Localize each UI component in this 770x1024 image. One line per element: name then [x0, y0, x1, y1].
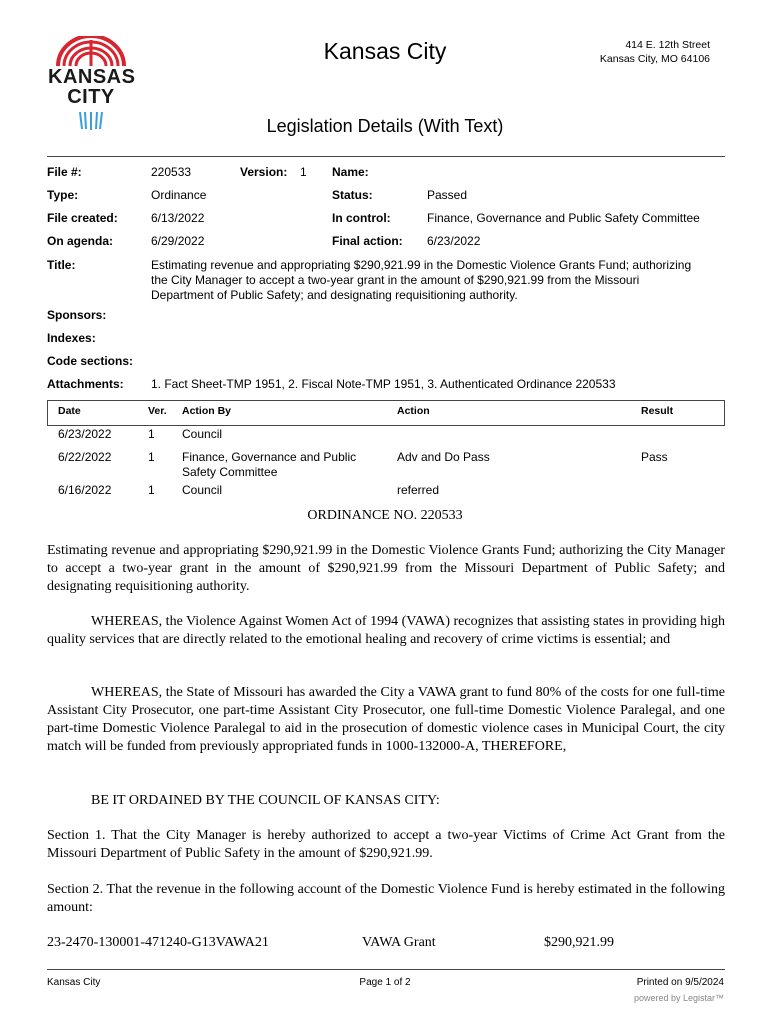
ordained-clause: BE IT ORDAINED BY THE COUNCIL OF KANSAS CITY: — [91, 793, 440, 808]
indexes-label: Indexes: — [47, 331, 96, 345]
version-value: 1 — [300, 165, 307, 179]
attachments-label: Attachments: — [47, 377, 124, 391]
name-label: Name: — [332, 165, 369, 179]
ordinance-heading: ORDINANCE NO. 220533 — [307, 508, 463, 523]
history-ver: 1 — [148, 483, 155, 497]
account-number: 23-2470-130001-471240-G13VAWA21 — [47, 935, 269, 950]
logo-wordmark-city: CITY — [67, 86, 115, 108]
footer-city: Kansas City — [47, 977, 101, 988]
history-action: referred — [397, 483, 440, 497]
history-action-by-line: Safety Committee — [182, 465, 278, 479]
page-heading: Legislation Details (With Text) — [266, 116, 504, 136]
account-amount: $290,921.99 — [544, 935, 614, 950]
final-action-value: 6/23/2022 — [427, 234, 481, 248]
title-label: Title: — [47, 258, 76, 272]
title-value — [151, 258, 725, 303]
history-result: Pass — [641, 450, 668, 464]
on-agenda-label: On agenda: — [47, 234, 114, 248]
history-ver: 1 — [148, 427, 155, 441]
on-agenda-value: 6/29/2022 — [151, 234, 205, 248]
history-header-date: Date — [58, 405, 81, 417]
file-created-label: File created: — [47, 211, 118, 225]
history-date: 6/16/2022 — [58, 483, 112, 497]
final-action-label: Final action: — [332, 234, 403, 248]
account-name: VAWA Grant — [362, 935, 436, 950]
history-header-action: Action — [397, 405, 430, 417]
section-2: Section 2. That the revenue in the following account of the Domestic Violence Fund is hereby estimated in the following amount: — [47, 882, 725, 915]
whereas-paragraph-1: WHEREAS, the Violence Against Women Act of 1994 (VAWA) recognizes that assisting states in providing high quality services that are directly related to the emotional healing and recovery of crime victims is essential; and — [47, 614, 725, 647]
file-number-label: File #: — [47, 165, 82, 179]
history-header-action-by: Action By — [182, 405, 232, 417]
history-date: 6/22/2022 — [58, 450, 112, 464]
history-action-by-line: Finance, Governance and Public — [182, 450, 357, 464]
history-header-ver: Ver. — [148, 405, 167, 417]
history-ver: 1 — [148, 450, 155, 464]
whereas-paragraph-2: WHEREAS, the State of Missouri has awarded the City a VAWA grant to fund 80% of the costs for one full-time Assistant City Prosecutor, one part-time Assistant City Prosecutor, one full-time Domestic Violence Paralegal, and one part-time Domestic Violence Paralegal to aid in the prosecution of domestic violence cases in Municipal Court, the city match will be funded from previously appropriated funds in 1000-132000-A, THEREFORE, — [47, 685, 725, 754]
city-title: Kansas City — [323, 38, 447, 64]
type-label: Type: — [47, 188, 79, 202]
attachments-value[interactable]: 1. Fact Sheet-TMP 1951, 2. Fiscal Note-TMP 1951, 3. Authenticated Ordinance 220533 — [151, 377, 616, 391]
powered-by-legistar: powered by Legistar™ — [633, 993, 724, 1003]
status-value: Passed — [427, 188, 468, 202]
address — [600, 38, 710, 66]
history-date: 6/23/2022 — [58, 427, 112, 441]
logo-wordmark-kansas: KANSAS — [48, 66, 136, 88]
title-line: the City Manager to accept a two-year grant in the amount of $290,921.99 from the Missouri — [151, 273, 640, 287]
in-control-label: In control: — [332, 211, 391, 225]
history-header-result: Result — [641, 405, 674, 417]
file-created-value: 6/13/2022 — [151, 211, 205, 225]
file-number-value: 220533 — [151, 165, 192, 179]
address-line-1: 414 E. 12th Street — [625, 39, 710, 51]
footer-divider — [47, 969, 725, 970]
history-action-by: Council — [182, 427, 223, 441]
code-sections-label: Code sections: — [47, 354, 134, 368]
type-value: Ordinance — [151, 188, 207, 202]
status-label: Status: — [332, 188, 373, 202]
history-action-by — [182, 450, 356, 480]
version-label: Version: — [240, 165, 288, 179]
history-action-by: Council — [182, 483, 223, 497]
ordinance-summary: Estimating revenue and appropriating $290,921.99 in the Domestic Violence Grants Fund; authorizing the City Manager to accept a two-year grant in the amount of $290,921.99 from the Missouri Department of Public Safety; and designating requisitioning authority. — [47, 543, 725, 594]
title-line: Department of Public Safety; and designating requisitioning authority. — [151, 288, 518, 302]
header-divider — [47, 156, 725, 157]
sponsors-label: Sponsors: — [47, 308, 107, 322]
footer-printed-date: Printed on 9/5/2024 — [636, 977, 724, 988]
address-line-2: Kansas City, MO 64106 — [599, 53, 710, 65]
footer-page-number: Page 1 of 2 — [359, 977, 411, 988]
title-line: Estimating revenue and appropriating $290,921.99 in the Domestic Violence Grants Fund; authorizing — [151, 258, 692, 272]
history-action: Adv and Do Pass — [397, 450, 490, 464]
in-control-value: Finance, Governance and Public Safety Committee — [427, 211, 700, 225]
section-1: Section 1. That the City Manager is hereby authorized to accept a two-year Victims of Crime Act Grant from the Missouri Department of Public Safety in the amount of $290,921.99. — [47, 828, 725, 861]
